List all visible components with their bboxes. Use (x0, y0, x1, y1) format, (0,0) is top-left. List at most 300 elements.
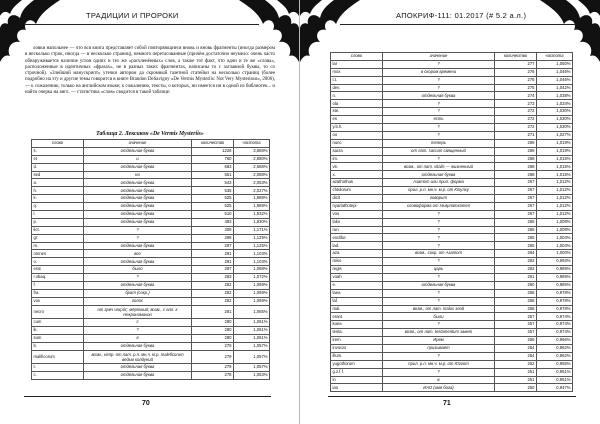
frequency-cell: 0,974% (537, 329, 573, 337)
meaning-cell: Азатот или прил. форма (383, 179, 495, 187)
word-cell: es (331, 116, 383, 124)
word-cell: lict. (32, 226, 84, 234)
table-row (32, 282, 270, 290)
table-row (331, 297, 573, 305)
frequency-cell: 1,171% (234, 226, 270, 234)
table-row (331, 226, 573, 234)
meaning-cell: отдельная буква (383, 92, 495, 100)
table-row (331, 131, 573, 139)
table-row (331, 218, 573, 226)
word-cell: ik. (32, 327, 84, 335)
frequency-cell: 1,019% (537, 139, 573, 147)
meaning-cell: от греч νεκρός: мёртвый; возм., с алл. к Некрономикон (84, 305, 192, 319)
word-cell: e. (331, 281, 383, 289)
frequency-cell: 1,932% (234, 211, 270, 219)
word-cell: nyarlathotepi (331, 202, 383, 210)
meaning-cell: ИАО (имя бога) (383, 384, 495, 392)
word-cell: et (32, 155, 84, 163)
frequency-cell: 1,046% (537, 76, 573, 84)
frequency-cell: 1,069% (234, 282, 270, 290)
count-cell: 280 (192, 334, 234, 342)
table-row (331, 171, 573, 179)
word-cell: omnes (32, 250, 84, 258)
count-cell: 277 (495, 60, 537, 68)
frequency-cell: 1,057% (234, 350, 270, 364)
table-row (331, 100, 573, 108)
frequency-cell: 1,069% (234, 289, 270, 297)
running-head: ТРАДИЦИИ И ПРОРОКИ (86, 11, 179, 20)
table-row (331, 76, 573, 84)
count-cell: 252 (495, 360, 537, 368)
table-row (331, 384, 573, 392)
count-cell: 280 (192, 319, 234, 327)
frequency-cell: 1,050% (537, 60, 573, 68)
word-cell: run. (331, 226, 383, 234)
table-row (32, 218, 270, 226)
meaning-cell: от лат. sacrum священный (383, 147, 495, 155)
table-row (331, 344, 573, 352)
frequency-cell: 0,989% (537, 266, 573, 274)
column-header: значение (383, 53, 495, 61)
table-row (32, 226, 270, 234)
frequency-cell: 1,015% (537, 171, 573, 179)
table-row (32, 203, 270, 211)
count-cell: 264 (495, 250, 537, 258)
frequency-cell: 1,103% (234, 250, 270, 258)
meaning-cell: ? (383, 210, 495, 218)
frequency-cell: 1,103% (234, 258, 270, 266)
body-text (25, 46, 275, 96)
count-cell: 267 (495, 187, 537, 195)
meaning-cell: ? (383, 100, 495, 108)
count-cell: 297 (192, 242, 234, 250)
meaning-cell: теперь (383, 139, 495, 147)
meaning-cell: ? (84, 234, 192, 242)
count-cell: 298 (192, 234, 234, 242)
word-cell: nunc (331, 139, 383, 147)
frequency-cell: 0,993% (537, 258, 573, 266)
meaning-cell: отдельная буква (383, 281, 495, 289)
word-cell: testa. (331, 329, 383, 337)
frequency-cell: 1,012% (537, 179, 573, 187)
word-cell: ola (331, 100, 383, 108)
table-row (331, 202, 573, 210)
count-cell: 291 (192, 258, 234, 266)
frequency-cell: 1,989% (234, 195, 270, 203)
table-row (32, 147, 270, 155)
frequency-cell: 0,966% (537, 337, 573, 345)
meaning-cell: ? (383, 258, 495, 266)
table-row (331, 179, 573, 187)
meaning-cell: словоформа от Ньярлатхотеп (383, 202, 495, 210)
meaning-cell: все (84, 250, 192, 258)
meaning-cell: ? (383, 352, 495, 360)
meaning-cell: царь (383, 266, 495, 274)
meaning-cell: ? (383, 155, 495, 163)
table-row (331, 108, 573, 116)
table-row (32, 266, 270, 274)
table-row (32, 195, 270, 203)
word-cell: fra. (32, 289, 84, 297)
column-header: количество (495, 53, 537, 61)
count-cell: 266 (495, 218, 537, 226)
frequency-cell: 0,947% (537, 384, 573, 392)
frequency-cell: 1,038% (537, 92, 573, 100)
meaning-cell: ? (383, 124, 495, 132)
table-row (331, 187, 573, 195)
lexicon-table (330, 52, 573, 392)
meaning-cell: ? (383, 108, 495, 116)
table-row (32, 163, 270, 171)
table-row (32, 327, 270, 335)
frequency-cell: 0,989% (537, 273, 573, 281)
table-row (331, 124, 573, 132)
frequency-cell: 0,974% (537, 313, 573, 321)
meaning-cell: было (84, 266, 192, 274)
frequency-cell: 1,072% (234, 274, 270, 282)
word-cell: o. (32, 258, 84, 266)
word-cell: sum (32, 334, 84, 342)
table-row (331, 242, 573, 250)
table-row (32, 179, 270, 187)
meaning-cell: отдельная буква (84, 342, 192, 350)
table-row (331, 139, 573, 147)
count-cell: 272 (495, 124, 537, 132)
count-cell: 269 (495, 139, 537, 147)
frequency-cell: 1,065% (234, 305, 270, 319)
meaning-cell: отдельная буква (84, 163, 192, 171)
word-cell: chtulorum (331, 187, 383, 195)
table-row (331, 258, 573, 266)
frequency-cell: 1,012% (537, 187, 573, 195)
frequency-cell: 1,053% (234, 372, 270, 380)
count-cell: 683 (192, 163, 234, 171)
word-cell: x. (331, 171, 383, 179)
count-cell: 280 (192, 327, 234, 335)
count-cell: 268 (495, 155, 537, 163)
count-cell: 281 (192, 305, 234, 319)
meaning-cell: прил. р.п. мн.ч. м.р. от Ктулху (383, 187, 495, 195)
meaning-cell: голос (84, 297, 192, 305)
count-cell: 268 (495, 163, 537, 171)
table-row (331, 337, 573, 345)
count-cell: 535 (192, 187, 234, 195)
table-row (32, 319, 270, 327)
word-cell: dev. (331, 84, 383, 92)
table-row (331, 163, 573, 171)
frequency-cell: 1,042% (537, 84, 573, 92)
page-number: 70 (142, 400, 150, 407)
count-cell: 1226 (192, 147, 234, 155)
meaning-cell: отдельная буква (84, 364, 192, 372)
word-cell: dicit (331, 195, 383, 203)
meaning-cell: ? (383, 76, 495, 84)
frequency-cell: 1,069% (234, 297, 270, 305)
frequency-cell: 1,057% (234, 342, 270, 350)
count-cell: 273 (495, 100, 537, 108)
word-cell: m. (32, 242, 84, 250)
meaning-cell: в (383, 376, 495, 384)
frequency-cell: 1,061% (234, 334, 270, 342)
word-cell: r.vbaq. (32, 274, 84, 282)
table-body (32, 147, 270, 379)
count-cell: 267 (495, 195, 537, 203)
frequency-cell: 0,985% (537, 281, 573, 289)
meaning-cell: ? (383, 234, 495, 242)
table-row (32, 364, 270, 372)
word-cell: c. (32, 372, 84, 380)
count-cell: 760 (192, 155, 234, 163)
frequency-cell: 1,030% (537, 124, 573, 132)
table-row (32, 258, 270, 266)
meaning-cell: говорит (383, 195, 495, 203)
table-row (32, 171, 270, 179)
count-cell: 483 (192, 218, 234, 226)
word-cell: mox (331, 68, 383, 76)
word-cell: a. (32, 179, 84, 187)
word-cell: erat (32, 266, 84, 274)
word-cell: q. (32, 203, 84, 211)
meaning-cell: были (383, 313, 495, 321)
count-cell: 276 (495, 68, 537, 76)
frequency-cell: 1,061% (234, 327, 270, 335)
frequency-cell: 2,053% (234, 179, 270, 187)
table-row (32, 350, 270, 364)
word-cell: necro (32, 305, 84, 319)
frequency-cell: 0,978% (537, 305, 573, 313)
count-cell: 258 (495, 289, 537, 297)
meaning-cell: отдельная буква (84, 203, 192, 211)
table-row (32, 289, 270, 297)
table-row (331, 352, 573, 360)
meaning-cell: возм., от лат. vitalis — жизненный (383, 163, 495, 171)
count-cell: 254 (495, 344, 537, 352)
frequency-cell: 1,012% (537, 210, 573, 218)
table-row (32, 155, 270, 163)
meaning-cell: ? (84, 327, 192, 335)
count-cell: 278 (192, 372, 234, 380)
table-row (32, 274, 270, 282)
meaning-cell: отдельная буква (84, 179, 192, 187)
header-rule (340, 24, 576, 25)
frequency-cell: 0,962% (537, 344, 573, 352)
count-cell: 257 (495, 313, 537, 321)
frequency-cell: 1,012% (537, 195, 573, 203)
meaning-cell: возм., сокр. от Азатот (383, 250, 495, 258)
table-row (32, 250, 270, 258)
header-rule (24, 24, 259, 25)
count-cell: 282 (192, 297, 234, 305)
meaning-cell: есть (383, 116, 495, 124)
count-cell: 276 (495, 76, 537, 84)
table-row (331, 329, 573, 337)
count-cell: 510 (192, 211, 234, 219)
count-cell: 265 (495, 234, 537, 242)
meaning-cell: Ирем (383, 337, 495, 345)
count-cell: 257 (495, 329, 537, 337)
table-caption: Таблица 2. Лексикон «De Vermis Mysteriis» (96, 131, 204, 137)
word-cell: voo (331, 210, 383, 218)
word-cell: h. (32, 187, 84, 195)
table-row (331, 281, 573, 289)
meaning-cell: отдельная буква (383, 171, 495, 179)
frequency-cell: 1,000% (537, 250, 573, 258)
meaning-cell: в скором времени (383, 68, 495, 76)
count-cell: 543 (192, 179, 234, 187)
meaning-cell: отдельная буква (84, 147, 192, 155)
meaning-cell: отдельная буква (84, 195, 192, 203)
column-header: количество (192, 140, 234, 148)
meaning-cell: ? (84, 274, 192, 282)
meaning-cell: прил. р.п. мн.ч. м.р. от Юггот (383, 360, 495, 368)
count-cell: 271 (495, 131, 537, 139)
meaning-cell: и (84, 155, 192, 163)
count-cell: 291 (192, 250, 234, 258)
frequency-cell: 1,004% (537, 234, 573, 242)
word-cell: oo (331, 131, 383, 139)
word-cell: iao (331, 384, 383, 392)
count-cell: 282 (192, 282, 234, 290)
word-cell: yugothorum (331, 360, 383, 368)
footer-rule (24, 396, 271, 397)
meaning-cell: возм., непр. от лат. р.п. мн.ч. м.р. maleficorum ведьм колдуний (84, 350, 192, 364)
frequency-cell: 1,030% (537, 116, 573, 124)
count-cell: 251 (495, 376, 537, 384)
meaning-cell: с (84, 319, 192, 327)
meaning-cell: ? (383, 242, 495, 250)
meaning-cell: возм., от лат. malus злой (383, 305, 495, 313)
frequency-cell: 1,015% (537, 155, 573, 163)
meaning-cell: призывает (383, 344, 495, 352)
meaning-cell: отдельная буква (84, 258, 192, 266)
word-cell: kuea (331, 321, 383, 329)
column-header: слово (331, 53, 383, 61)
word-cell: voah (331, 273, 383, 281)
frequency-cell: 0,955% (537, 360, 573, 368)
count-cell: 283 (192, 274, 234, 282)
table-row (331, 195, 573, 203)
meaning-cell: ? (383, 368, 495, 376)
word-cell: in (331, 376, 383, 384)
count-cell: 255 (495, 337, 537, 345)
frequency-cell: 1,129% (234, 234, 270, 242)
table-row (331, 305, 573, 313)
table-row (331, 210, 573, 218)
word-cell: t. (32, 364, 84, 372)
lexicon-table (31, 139, 270, 380)
word-cell: d. (32, 163, 84, 171)
word-cell: laku (331, 218, 383, 226)
meaning-cell: возм., от лат. testamentum завет (383, 329, 495, 337)
table-body (331, 60, 573, 391)
word-cell: im. (331, 155, 383, 163)
count-cell: 250 (495, 384, 537, 392)
count-cell: 287 (192, 266, 234, 274)
count-cell: 266 (495, 226, 537, 234)
word-cell: exclifur. (331, 234, 383, 242)
word-cell: illum. (331, 352, 383, 360)
word-cell: ste. (331, 108, 383, 116)
word-cell: azathothus (331, 179, 383, 187)
meaning-cell: брат (сокр.) (84, 289, 192, 297)
word-cell: b. (32, 342, 84, 350)
count-cell: 258 (495, 297, 537, 305)
word-cell: n. (331, 92, 383, 100)
count-cell: 254 (495, 352, 537, 360)
frequency-cell: 1,088% (234, 266, 270, 274)
page-number: 71 (443, 400, 451, 407)
count-cell: 261 (495, 273, 537, 281)
count-cell: 260 (495, 281, 537, 289)
frequency-cell: 1,019% (537, 147, 573, 155)
frequency-cell: 0,962% (537, 352, 573, 360)
frequency-cell: 2,880% (234, 155, 270, 163)
frequency-cell: 1,061% (234, 319, 270, 327)
frequency-cell: 1,004% (537, 242, 573, 250)
frequency-cell: 0,974% (537, 321, 573, 329)
word-cell: t.t. (331, 76, 383, 84)
word-cell: l. (32, 211, 84, 219)
word-cell: lar (331, 60, 383, 68)
word-cell: regis (331, 266, 383, 274)
table-row (331, 116, 573, 124)
table-row (331, 84, 573, 92)
table-row (32, 187, 270, 195)
word-cell: gr. (32, 234, 84, 242)
meaning-cell: ? (383, 218, 495, 226)
table-row (331, 368, 573, 376)
meaning-cell: ? (84, 226, 192, 234)
table-row (32, 234, 270, 242)
table-row (32, 305, 270, 319)
table-row (331, 92, 573, 100)
count-cell: 272 (495, 116, 537, 124)
column-header: частота (537, 53, 573, 61)
table-row (331, 266, 573, 274)
meaning-cell: ? (383, 273, 495, 281)
word-cell: lad. (331, 242, 383, 250)
meaning-cell: отдельная буква (84, 211, 192, 219)
meaning-cell: ? (383, 321, 495, 329)
frequency-cell: 1,989% (234, 203, 270, 211)
meaning-cell: ? (383, 297, 495, 305)
word-cell: cum (32, 319, 84, 327)
meaning-cell: отдельная буква (84, 187, 192, 195)
table-row (331, 321, 573, 329)
word-cell: sed (32, 171, 84, 179)
meaning-cell: отдельная буква (84, 242, 192, 250)
frequency-cell: 2,088% (234, 171, 270, 179)
frequency-cell: 1,015% (537, 163, 573, 171)
count-cell: 525 (192, 195, 234, 203)
column-header: частота (234, 140, 270, 148)
word-cell: y.b.h. (331, 124, 383, 132)
word-cell: miso (331, 258, 383, 266)
count-cell: 275 (495, 84, 537, 92)
frequency-cell: 1,125% (234, 242, 270, 250)
meaning-cell: отдельная буква (84, 218, 192, 226)
column-header: слово (32, 140, 84, 148)
count-cell: 267 (495, 202, 537, 210)
word-cell: s. (32, 147, 84, 155)
word-cell: g.z.f.f. (331, 368, 383, 376)
word-cell: f. (32, 282, 84, 290)
table-header-row (331, 53, 573, 61)
table-row (331, 147, 573, 155)
meaning-cell: отдельная буква (84, 372, 192, 380)
count-cell: 262 (495, 258, 537, 266)
frequency-cell: 0,951% (537, 376, 573, 384)
